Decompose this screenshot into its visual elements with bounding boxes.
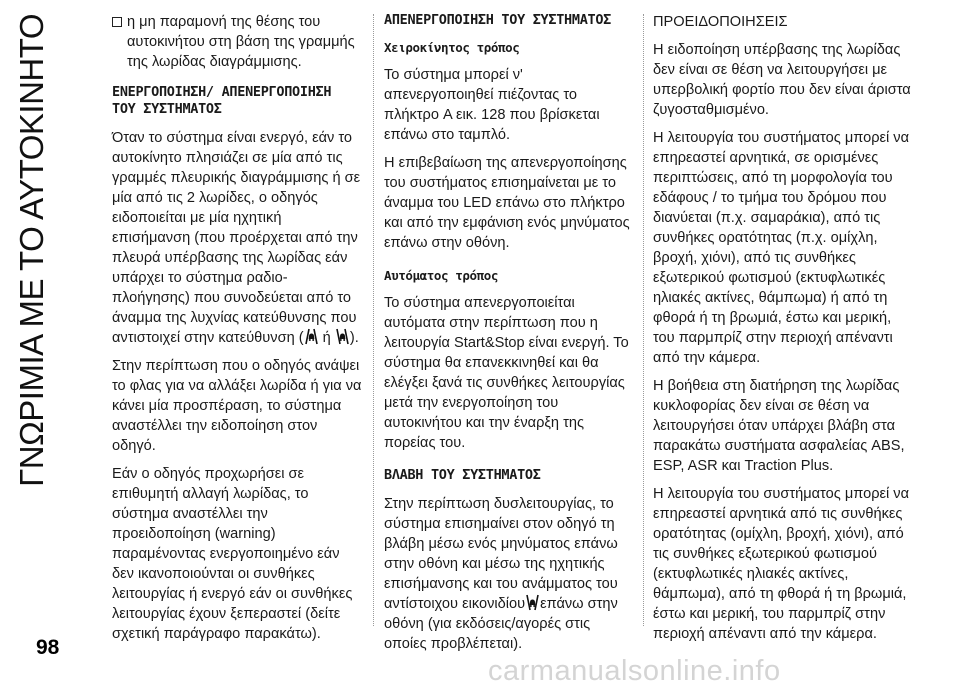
paragraph: Εάν ο οδηγός προχωρήσει σε επιθυμητή αλλαγή λωρίδας, το σύστημα αναστέλλει την προειδοποίηση (warning) παραμένοντας ενεργοποιημένο εάν δεν ικανοποιούνται οι συνθήκες λειτουργίας ή ενεργό εάν οι συνθήκες λειτουργίας έχουν ξεπεραστεί (δείτε σχετική παράγραφο παρακάτω).	[112, 466, 353, 642]
side-title-text: ΓΝΩΡΙΜΙΑ ΜΕ ΤΟ ΑΥΤΟΚΙΝΗΤΟ	[13, 14, 50, 487]
warnings-title: ΠΡΟΕΙΔΟΠΟΙΗΣΕΙΣ	[653, 14, 788, 30]
paragraph: Όταν το σύστημα είναι ενεργό, εάν το αυτοκίνητο πλησιάζει σε μία από τις γραμμές πλευρικής διαγράμμισης ή σε μία από τις 2 λωρίδες, ο οδηγός ειδοποιείται με μία ηχητική επισήμανση (που προέρχεται από την πλευρά υπέρβασης της λωρίδας εάν υπάρχει το σύστημα ραδιο-πλοήγησης) που συνοδεύεται από το άναμμα της λυχνίας κατεύθυνσης που αντιστοιχεί στην κατεύθυνση ( ή ).	[112, 130, 361, 346]
paragraph: Το σύστημα μπορεί ν' απενεργοποιηθεί πιέζοντας το πλήκτρο A εικ. 128 που βρίσκεται επάνω στο ταμπλό.	[384, 67, 600, 143]
section-side-title	[8, 14, 56, 487]
section-heading-activation: ΕΝΕΡΓΟΠΟΙΗΣΗ/ ΑΠΕΝΕΡΓΟΠΟΙΗΣΗ ΤΟΥ ΣΥΣΤΗΜΑΤΟΣ	[112, 84, 332, 117]
lane-departure-fault-icon	[526, 594, 539, 611]
watermark-text: carmanualsonline.info	[488, 655, 781, 686]
paragraph: Η βοήθεια στη διατήρηση της λωρίδας κυκλοφορίας δεν είναι σε θέση να λειτουργήσει όταν υπάρχει βλάβη στα παρακάτω συστήματα ασφαλείας ABS, ESP, ASR και Traction Plus.	[653, 378, 905, 474]
section-heading-deactivation: ΑΠΕΝΕΡΓΟΠΟΙΗΣΗ ΤΟΥ ΣΥΣΤΗΜΑΤΟΣ	[384, 12, 612, 28]
paragraph: Το σύστημα απενεργοποιείται αυτόματα στην περίπτωση που η λειτουργία Start&Stop είναι ενεργή. Το σύστημα θα επανεκκινηθεί και θα ελέγξει ξανά τις συνθήκες λειτουργίας μετά την ενεργοποίηση του αυτοκινήτου και την έναρξη της πορείας του.	[384, 295, 629, 451]
subheading-manual: Χειροκίνητος τρόπος	[384, 40, 520, 55]
section-heading-fault: ΒΛΑΒΗ ΤΟΥ ΣΥΣΤΗΜΑΤΟΣ	[384, 467, 541, 483]
bullet-text: η μη παραμονή της θέσης του αυτοκινήτου στη βάση της γραμμής της λωρίδας διαγράμμισης.	[127, 14, 355, 70]
lane-departure-left-icon	[305, 328, 318, 345]
paragraph: Η λειτουργία του συστήματος μπορεί να επηρεαστεί αρνητικά από τις συνθήκες ορατότητας (ομίχλη, βροχή, χιόνι), από τις συνθήκες εξωτερικού φωτισμού (εκτυφλωτικές ηλιακές ακτίνες, θάμπωμα), από τη φθορά ή τη βρωμιά, έστω και μερική, του παρμπρίζ στην περιοχή απέναντι από την κάμερα.	[653, 486, 910, 642]
column-divider	[373, 14, 374, 626]
bullet-item	[112, 12, 362, 72]
column-divider	[643, 14, 644, 626]
checkbox-bullet-icon	[112, 17, 122, 27]
page-number: 98	[36, 636, 60, 659]
paragraph: Στην περίπτωση που ο οδηγός ανάψει το φλας για να αλλάξει λωρίδα ή για να κάνει μία προσπέραση, το σύστημα αναστέλλει την ειδοποίηση στον οδηγό.	[112, 358, 362, 454]
paragraph: Η επιβεβαίωση της απενεργοποίησης του συστήματος επισημαίνεται με το άναμμα του LED επάνω στο πλήκτρο και από την εμφάνιση ενός μηνύματος επάνω στην οθόνη.	[384, 155, 630, 251]
subheading-automatic: Αυτόματος τρόπος	[384, 268, 499, 283]
paragraph: Η ειδοποίηση υπέρβασης της λωρίδας δεν είναι σε θέση να λειτουργήσει με υπερβολική φορτίο που δεν είναι άριστα ζυγοσταθμισμένο.	[653, 42, 911, 118]
lane-departure-right-icon	[336, 328, 349, 345]
paragraph: Η λειτουργία του συστήματος μπορεί να επηρεαστεί αρνητικά, σε ορισμένες περιπτώσεις, από τη μορφολογία του εδάφους / το τμήμα του δρόμου που διανύεται (π.χ. σαμαράκια), από τις συνθήκες ορατότητας (π.χ. ομίχλη, βροχή, χιόνι), από τις συνθήκες εξωτερικού φωτισμού (εκτυφλωτικές ηλιακές ακτίνες, θάμπωμα) ή από τη φθορά ή τη βρωμιά, έστω και μερική, του παρμπρίζ στην περιοχή απέναντι από την κάμερα.	[653, 130, 910, 366]
paragraph: Στην περίπτωση δυσλειτουργίας, το σύστημα επισημαίνει στον οδηγό τη βλάβη μέσω ενός μηνύματος επάνω στην οθόνη και μέσω της ηχητικής επισήμανσης και του ανάμματος του αντίστοιχου εικονιδίου επάνω στην οθόνη (για εκδόσεις/αγορές στις οποίες προβλέπεται).	[384, 496, 618, 652]
column-1	[112, 12, 362, 652]
column-3	[653, 12, 915, 652]
column-2	[384, 12, 634, 662]
